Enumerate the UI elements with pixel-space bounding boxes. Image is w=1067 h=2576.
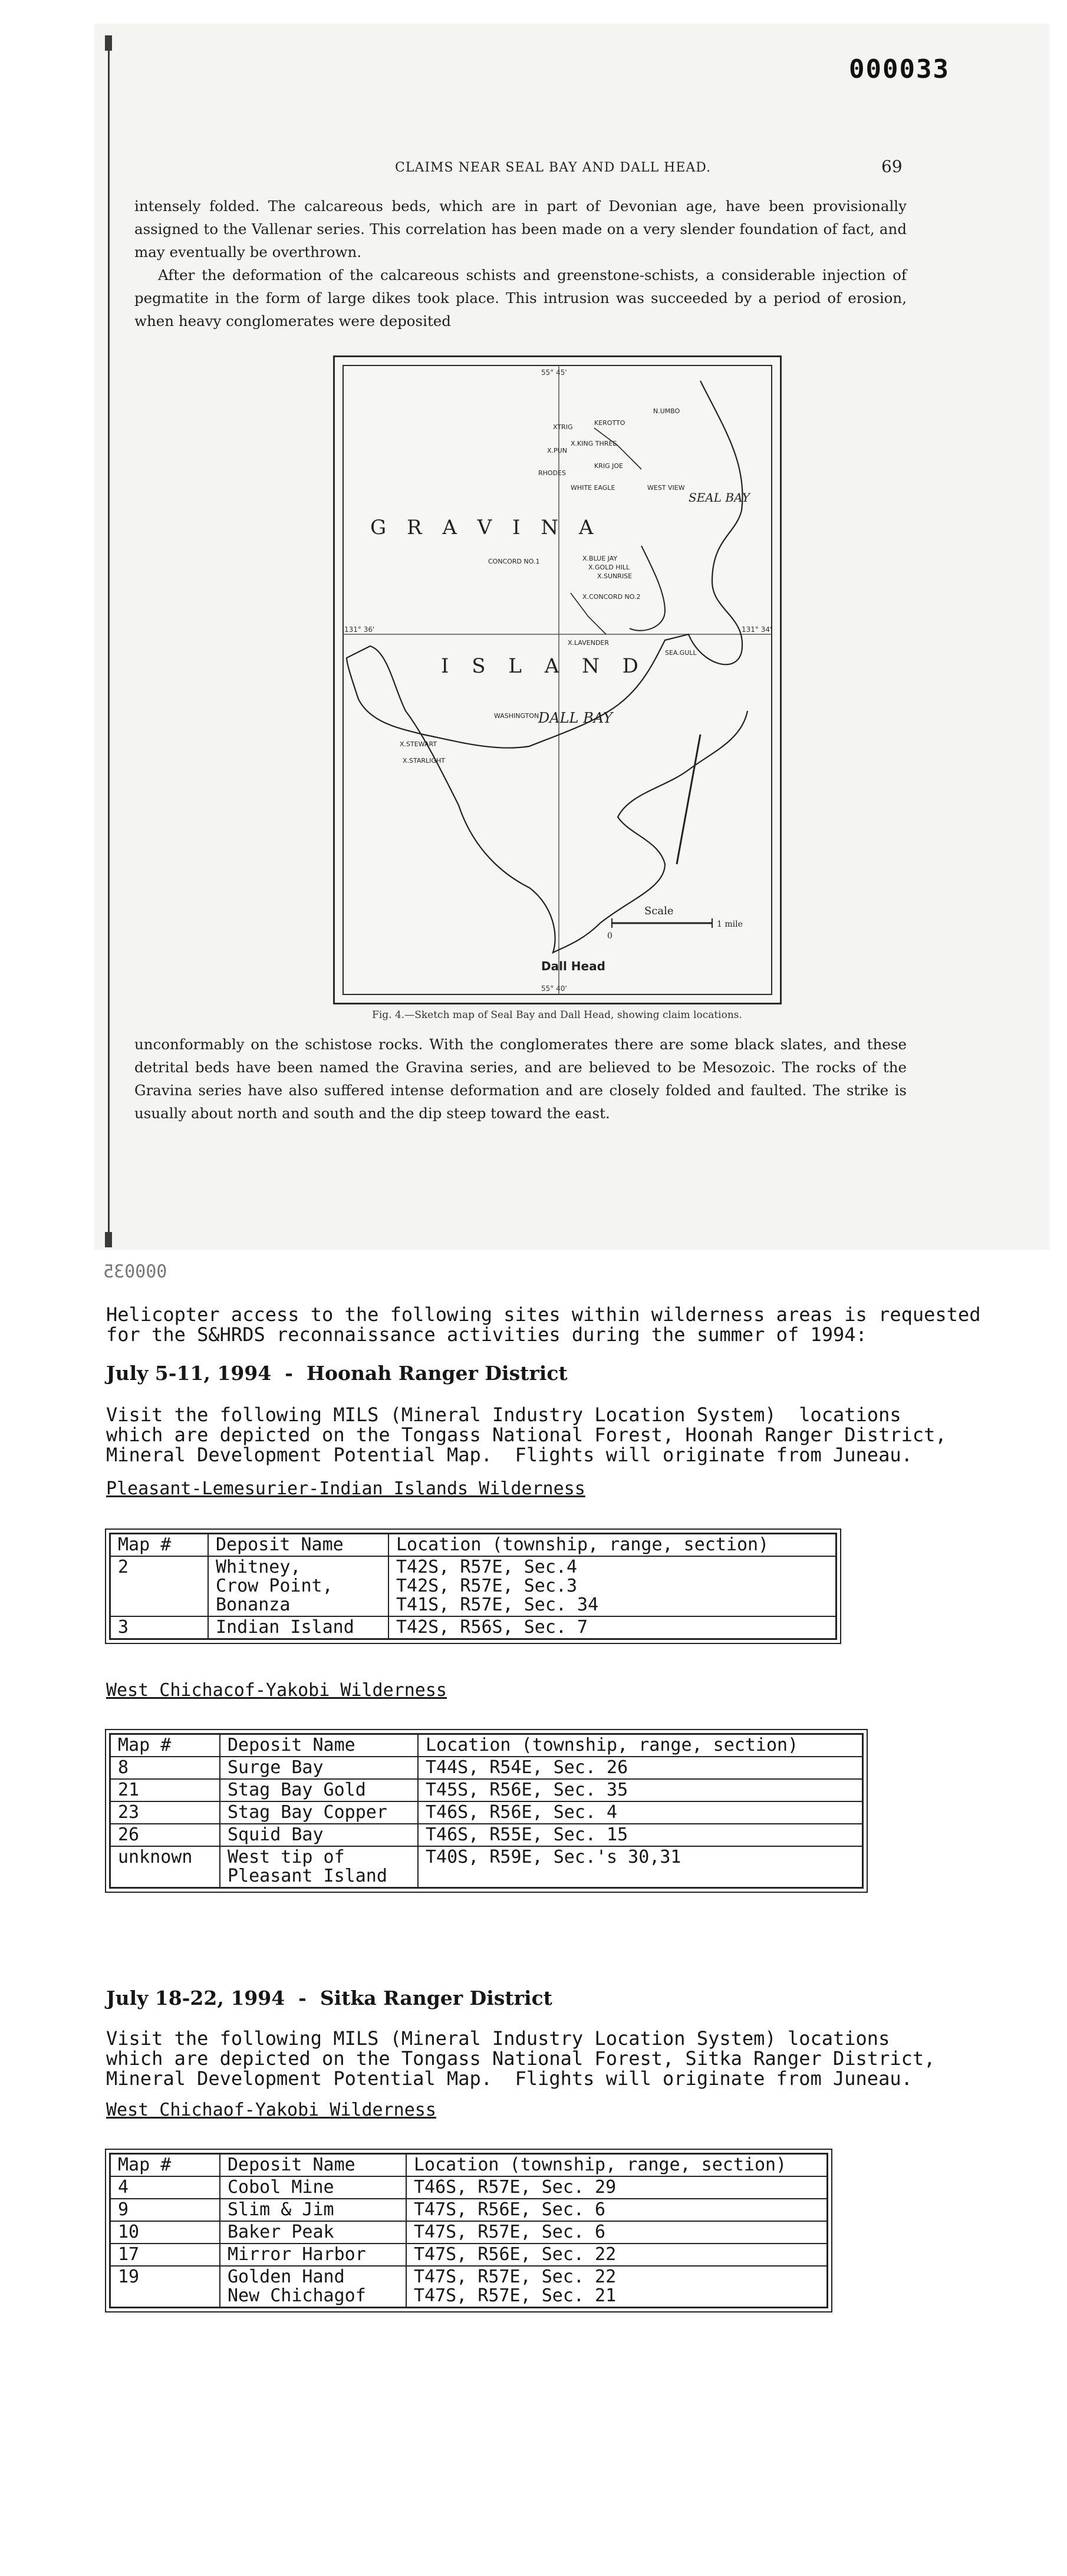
deposit-table-3 [109, 2153, 828, 2308]
table-row [110, 1779, 863, 1801]
deposit-name [208, 1556, 388, 1616]
location-line: T42S, R57E, Sec.3 [396, 1576, 578, 1596]
wilderness-heading: West Chichaof-Yakobi Wilderness [106, 2100, 436, 2120]
table-row [110, 2244, 828, 2266]
claim-label: WHITE EAGLE [571, 484, 615, 492]
location: T46S, R56E, Sec. 4 [418, 1801, 863, 1824]
table-row [110, 1801, 863, 1824]
table-row [110, 2221, 828, 2244]
map-label-gravina: G R A V I N A [370, 516, 601, 539]
claim-label: X.CONCORD NO.2 [582, 593, 641, 601]
location [388, 1556, 837, 1616]
column-header: Map # [110, 1734, 220, 1757]
claim-label: WEST VIEW [647, 484, 685, 492]
location: T47S, R56E, Sec. 22 [406, 2244, 828, 2266]
section-heading: July 18-22, 1994 - Sitka Ranger District [106, 1987, 552, 2010]
location: T44S, R54E, Sec. 26 [418, 1757, 863, 1779]
section-text-line: Mineral Development Potential Map. Flights will originate from Juneau. [106, 1444, 913, 1466]
map-lon-left: 131° 36' [344, 625, 375, 634]
deposit-name: Cobol Mine [220, 2176, 406, 2199]
deposit-name: Stag Bay Gold [220, 1779, 418, 1801]
claim-label: N.UMBO [653, 407, 680, 415]
location [406, 2266, 828, 2308]
claim-label: XTRIG [553, 423, 573, 431]
claim-label: X.GOLD HILL [588, 564, 630, 571]
map-number: unknown [110, 1846, 220, 1888]
paragraph-text: intensely folded. The calcareous beds, which are in part of Devonian age, have been provisionally assigned to the Vallenar series. This correlation has been made on a very slender foundation of fact, and may eventually be overthrown. [134, 197, 907, 261]
sketch-map [333, 355, 782, 1004]
location: T40S, R59E, Sec.'s 30,31 [418, 1846, 863, 1888]
location: T46S, R55E, Sec. 15 [418, 1824, 863, 1846]
margin-tick [105, 1232, 112, 1247]
location-line: T41S, R57E, Sec. 34 [396, 1595, 599, 1615]
deposit-name-line: Bonanza [216, 1595, 291, 1615]
deposit-name [220, 2266, 406, 2308]
deposit-name-line: New Chichagof [228, 2285, 366, 2306]
deposit-name-line: Crow Point, [216, 1576, 333, 1596]
section-text-line: Visit the following MILS (Mineral Industry Location System) locations [106, 2027, 890, 2050]
claim-label: CONCORD NO.1 [488, 558, 540, 565]
deposit-name [220, 1846, 418, 1888]
table-header-row [110, 1534, 837, 1557]
map-number: 17 [110, 2244, 220, 2266]
book-paragraph-top [134, 195, 907, 332]
section-text-line: Visit the following MILS (Mineral Industry Location System) locations [106, 1404, 901, 1426]
section-text-line: Mineral Development Potential Map. Flights will originate from Juneau. [106, 2067, 913, 2090]
section-heading: July 5-11, 1994 - Hoonah Ranger District [106, 1362, 568, 1385]
column-header: Location (township, range, section) [388, 1534, 837, 1557]
deposit-name: Baker Peak [220, 2221, 406, 2244]
deposit-name: Mirror Harbor [220, 2244, 406, 2266]
map-lon-right: 131° 34' [742, 625, 772, 634]
location: T47S, R56E, Sec. 6 [406, 2199, 828, 2221]
map-number: 21 [110, 1779, 220, 1801]
column-header: Deposit Name [208, 1534, 388, 1557]
claim-label: X.STARLIGHT [403, 757, 445, 765]
location: T46S, R57E, Sec. 29 [406, 2176, 828, 2199]
claim-label: X.KING THREE [571, 440, 617, 447]
map-number: 2 [110, 1556, 209, 1616]
map-number: 8 [110, 1757, 220, 1779]
table-row [110, 1824, 863, 1846]
table-row [110, 1757, 863, 1779]
section-text-line: which are depicted on the Tongass National Forest, Sitka Ranger District, [106, 2047, 936, 2070]
deposit-name-line: Golden Hand [228, 2267, 345, 2287]
deposit-name-line: West tip of [228, 1847, 345, 1867]
column-header: Location (township, range, section) [418, 1734, 863, 1757]
margin-tick [105, 35, 112, 51]
map-label-island: I S L A N D [441, 654, 647, 678]
intro-line: Helicopter access to the following sites within wilderness areas is requested [106, 1303, 981, 1326]
map-number: 4 [110, 2176, 220, 2199]
column-header: Map # [110, 2154, 220, 2177]
wilderness-heading: West Chichacof-Yakobi Wilderness [106, 1680, 447, 1701]
map-label-dall-bay: DALL BAY [538, 710, 612, 726]
table-row [110, 1556, 837, 1616]
paragraph-text: unconformably on the schistose rocks. With the conglomerates there are some black slates, and these detrital beds have been named the Gravina series, and are believed to be Mesozoic. The rocks of the Gravina series have also suffered intense deformation and are closely folded and faulted. The strike is usually about north and south and the dip steep toward the east. [134, 1036, 907, 1122]
claim-label: X.STEWART [400, 740, 437, 748]
map-drawing [335, 357, 780, 1003]
figure-caption: Fig. 4.—Sketch map of Seal Bay and Dall Head, showing claim locations. [372, 1009, 742, 1021]
location: T47S, R57E, Sec. 6 [406, 2221, 828, 2244]
paragraph-text: After the deformation of the calcareous schists and greenstone-schists, a considerable injection of pegmatite in the form of large dikes took place. This intrusion was succeeded by a period of erosion, when heavy conglomerates were deposited [134, 266, 907, 330]
deposit-name-line: Whitney, [216, 1557, 301, 1577]
column-header: Deposit Name [220, 2154, 406, 2177]
deposit-name: Squid Bay [220, 1824, 418, 1846]
column-header: Map # [110, 1534, 209, 1557]
page-number: 69 [881, 157, 903, 176]
location-line: T42S, R57E, Sec.4 [396, 1557, 578, 1577]
table-row [110, 2199, 828, 2221]
map-number: 3 [110, 1616, 209, 1639]
map-number: 10 [110, 2221, 220, 2244]
map-number: 19 [110, 2266, 220, 2308]
table-row [110, 1616, 837, 1639]
deposit-name: Surge Bay [220, 1757, 418, 1779]
intro-line: for the S&HRDS reconnaissance activities during the summer of 1994: [106, 1323, 867, 1346]
location-line: T47S, R57E, Sec. 21 [414, 2285, 617, 2306]
map-scale-label: Scale [644, 905, 674, 917]
claim-label: X.PUN [547, 447, 567, 454]
map-scale-zero: 0 [607, 931, 612, 941]
claim-label: WASHINGTON [494, 712, 539, 720]
claim-label: KRIG JOE [594, 462, 623, 470]
table-header-row [110, 1734, 863, 1757]
wilderness-heading: Pleasant-Lemesurier-Indian Islands Wilderness [106, 1478, 585, 1499]
deposit-table-1 [109, 1533, 837, 1640]
section-text-line: which are depicted on the Tongass National Forest, Hoonah Ranger District, [106, 1424, 947, 1446]
map-label-seal-bay: SEAL BAY [689, 490, 750, 505]
map-number: 9 [110, 2199, 220, 2221]
page-stamp-number: 000033 [849, 54, 950, 84]
deposit-name: Slim & Jim [220, 2199, 406, 2221]
claim-label: SEA.GULL [665, 649, 697, 657]
map-label-dall-head: Dall Head [541, 959, 605, 973]
column-header: Deposit Name [220, 1734, 418, 1757]
running-head: CLAIMS NEAR SEAL BAY AND DALL HEAD. [395, 160, 712, 175]
location: T42S, R56S, Sec. 7 [388, 1616, 837, 1639]
claim-label: RHODES [538, 469, 566, 477]
location: T45S, R56E, Sec. 35 [418, 1779, 863, 1801]
location-line: T47S, R57E, Sec. 22 [414, 2267, 617, 2287]
claim-label: X.LAVENDER [568, 639, 610, 647]
map-number: 26 [110, 1824, 220, 1846]
deposit-name: Stag Bay Copper [220, 1801, 418, 1824]
corner-mark: 000035 [103, 1261, 167, 1282]
map-number: 23 [110, 1801, 220, 1824]
deposit-table-2 [109, 1733, 864, 1889]
deposit-name-line: Pleasant Island [228, 1866, 387, 1886]
margin-rule [108, 35, 110, 1244]
table-row [110, 2176, 828, 2199]
map-lat-top: 55° 45' [541, 368, 567, 377]
column-header: Location (township, range, section) [406, 2154, 828, 2177]
claim-label: X.SUNRISE [597, 572, 633, 580]
map-lat-bottom: 55° 40' [541, 984, 567, 993]
map-scale-unit: 1 mile [717, 920, 743, 929]
claim-label: X.BLUE JAY [582, 555, 618, 562]
table-row [110, 2266, 828, 2308]
table-row [110, 1846, 863, 1888]
claim-label: KEROTTO [594, 419, 625, 427]
table-header-row [110, 2154, 828, 2177]
deposit-name: Indian Island [208, 1616, 388, 1639]
book-paragraph-bottom [134, 1033, 907, 1125]
